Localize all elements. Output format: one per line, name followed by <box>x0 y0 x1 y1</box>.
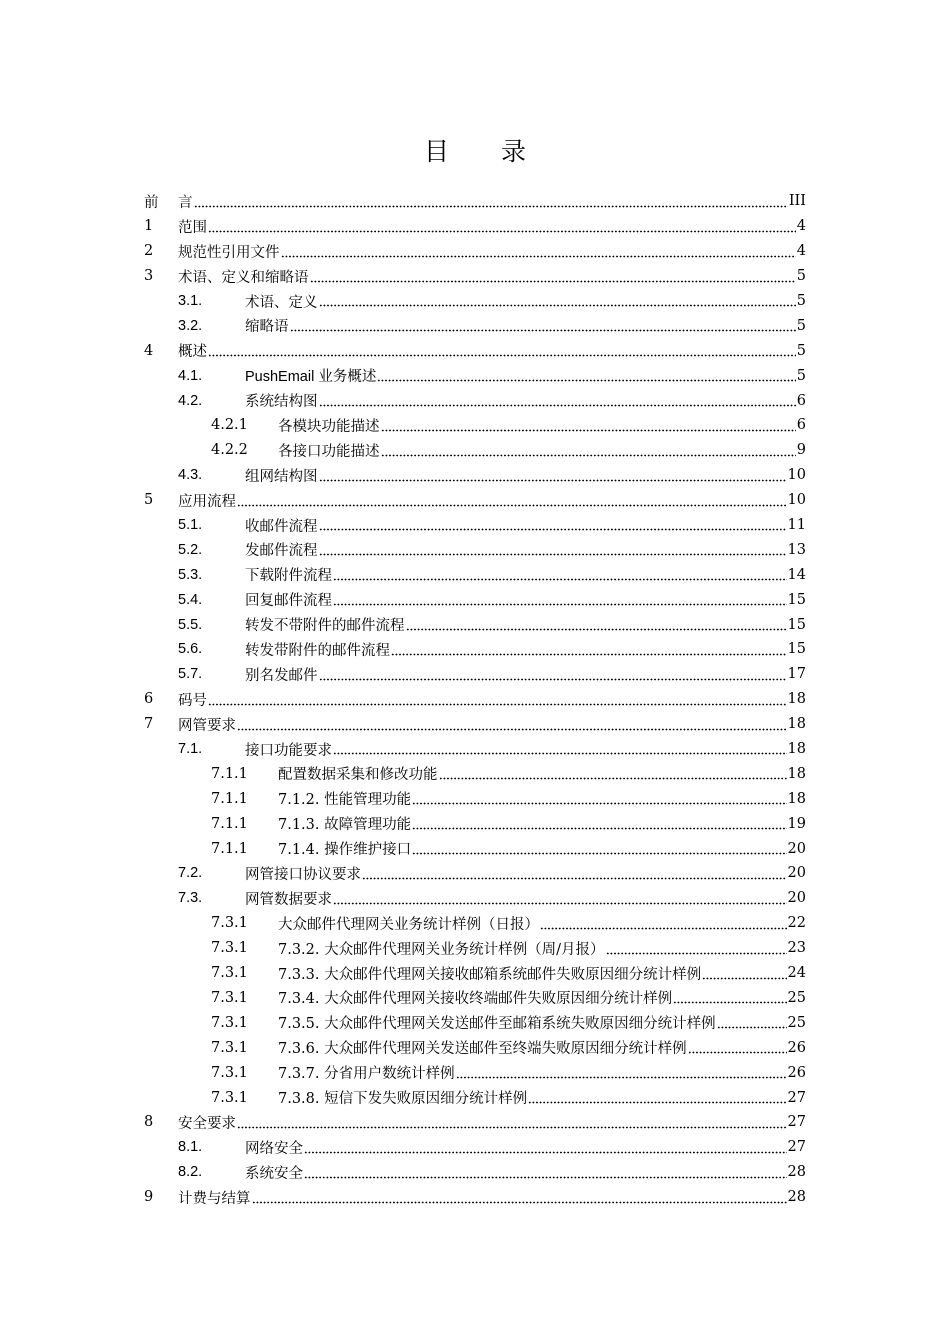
dot-leader <box>310 273 796 283</box>
toc-entry[interactable] <box>144 836 806 861</box>
dot-leader <box>717 1019 787 1029</box>
toc-entry-number: 4.2.1 <box>211 417 248 434</box>
toc-entry-title: 7.3.4. 大众邮件代理网关接收终端邮件失败原因细分统计样例 <box>278 991 673 1008</box>
toc-entry-number: 4.3. <box>178 467 203 484</box>
toc-entry-title: 7.3.6. 大众邮件代理网关发送邮件至终端失败原因细分统计样例 <box>278 1041 687 1058</box>
dot-leader <box>290 322 796 332</box>
toc-entry[interactable] <box>144 712 806 737</box>
toc-entry[interactable] <box>144 786 806 811</box>
toc-entry-number: 7.3.1 <box>211 915 248 932</box>
toc-entry-title: 系统安全 <box>245 1165 303 1182</box>
toc-entry-page: 27 <box>787 1139 806 1156</box>
toc-entry-title: 接口功能要求 <box>245 742 332 759</box>
toc-entry-page: 15 <box>787 641 806 658</box>
toc-entry-page: III <box>788 193 806 210</box>
dot-leader <box>208 696 787 706</box>
toc-entry-title: 应用流程 <box>178 493 236 510</box>
toc-entry-number: 7.1.1 <box>211 765 248 782</box>
toc-entry-title: 各接口功能描述 <box>278 443 380 460</box>
toc-entry[interactable] <box>144 1085 806 1110</box>
dot-leader <box>281 248 796 258</box>
toc-entry-title: 7.3.7. 分省用户数统计样例 <box>278 1066 455 1083</box>
toc-entry-number: 3.1. <box>178 293 203 309</box>
dot-leader <box>606 945 787 955</box>
toc-entry-title: 7.1.2. 性能管理功能 <box>278 792 412 809</box>
dot-leader <box>208 223 796 233</box>
toc-entry-title: 大众邮件代理网关业务统计样例（日报） <box>278 916 539 933</box>
dot-leader <box>412 820 786 830</box>
toc-entry-page: 15 <box>787 616 806 633</box>
toc-entry[interactable] <box>144 662 806 687</box>
toc-entry-title: 网管接口协议要求 <box>245 866 361 883</box>
dot-leader <box>252 1194 787 1204</box>
toc-entry-page: 6 <box>796 417 806 434</box>
toc-entry-number: 7.1.1 <box>211 815 248 832</box>
dot-leader <box>304 1169 787 1179</box>
toc-entry[interactable] <box>144 986 806 1011</box>
toc-entry-page: 18 <box>787 741 806 758</box>
toc-entry[interactable] <box>144 264 806 289</box>
toc-entry-page: 13 <box>787 541 806 558</box>
toc-entry-title: 范围 <box>178 219 207 236</box>
toc-entry-number: 5 <box>144 492 154 509</box>
toc-entry[interactable] <box>144 687 806 712</box>
toc-entry-number: 4 <box>144 342 154 359</box>
toc-entry-number: 8 <box>144 1114 154 1131</box>
dot-leader <box>540 920 787 930</box>
toc-entry-page: 27 <box>787 1114 806 1131</box>
dot-leader <box>673 994 786 1004</box>
toc-entry[interactable] <box>144 338 806 363</box>
toc-entry-page: 10 <box>787 492 806 509</box>
toc-entry-page: 5 <box>796 293 806 309</box>
toc-entry[interactable] <box>144 363 806 388</box>
toc-entry-number: 7.3.1 <box>211 940 248 957</box>
toc-entry[interactable] <box>144 488 806 513</box>
toc-entry-page: 4 <box>796 218 806 235</box>
toc-entry-page: 20 <box>787 840 806 857</box>
toc-entry-title: 系统结构图 <box>245 394 318 411</box>
toc-entry-page: 5 <box>796 317 806 334</box>
toc-entry-title: 组网结构图 <box>245 468 318 485</box>
toc-entry-title: 各模块功能描述 <box>278 418 380 435</box>
title-char: 录 <box>501 137 527 166</box>
toc-entry-page: 27 <box>787 1089 806 1106</box>
dot-leader <box>319 397 796 407</box>
dot-leader <box>439 770 787 780</box>
table-of-contents <box>144 189 806 1210</box>
dot-leader <box>319 297 796 307</box>
toc-entry-page: 19 <box>787 815 806 832</box>
toc-entry-title: 7.1.3. 故障管理功能 <box>278 817 412 834</box>
toc-entry[interactable] <box>144 1110 806 1135</box>
toc-entry-page: 11 <box>787 517 806 534</box>
toc-entry[interactable] <box>144 214 806 239</box>
toc-entry-number: 7.3.1 <box>211 1039 248 1056</box>
toc-entry-title: 下载附件流程 <box>245 568 332 585</box>
toc-entry-title: PushEmail 业务概述 <box>245 369 377 386</box>
toc-entry[interactable] <box>144 289 806 314</box>
toc-entry-title: 码号 <box>178 692 207 709</box>
toc-entry-title: 网络安全 <box>245 1140 303 1157</box>
toc-entry-number: 5.3. <box>178 566 203 583</box>
toc-entry[interactable] <box>144 513 806 538</box>
toc-entry-title: 回复邮件流程 <box>245 593 332 610</box>
toc-entry[interactable] <box>144 1135 806 1160</box>
toc-entry-page: 18 <box>787 765 806 782</box>
dot-leader <box>333 571 787 581</box>
toc-entry-number: 5.4. <box>178 591 203 608</box>
toc-entry-title: 规范性引用文件 <box>178 244 280 261</box>
toc-entry-page: 6 <box>796 392 806 409</box>
dot-leader <box>237 1119 787 1129</box>
toc-entry-title: 言 <box>178 194 193 211</box>
toc-entry-number: 4.1. <box>178 367 203 384</box>
toc-entry[interactable] <box>144 1160 806 1185</box>
page-title <box>0 132 950 168</box>
dot-leader <box>412 795 786 805</box>
toc-entry-title: 术语、定义 <box>245 294 318 311</box>
dot-leader <box>237 721 787 731</box>
toc-entry-title: 转发不带附件的邮件流程 <box>245 618 405 635</box>
toc-entry[interactable] <box>144 1010 806 1035</box>
toc-entry[interactable] <box>144 438 806 463</box>
toc-entry-number: 2 <box>144 243 154 260</box>
toc-entry-title: 7.3.3. 大众邮件代理网关接收邮箱系统邮件失败原因细分统计样例 <box>278 966 702 983</box>
toc-entry[interactable] <box>144 637 806 662</box>
toc-entry-number: 7.3.1 <box>211 1014 248 1031</box>
dot-leader <box>412 845 786 855</box>
toc-entry-page: 28 <box>787 1189 806 1206</box>
toc-entry-number: 9 <box>144 1189 154 1206</box>
toc-entry-number: 8.2. <box>178 1164 203 1181</box>
toc-entry-number: 4.2.2 <box>211 442 248 459</box>
toc-entry[interactable] <box>144 961 806 986</box>
toc-entry-page: 15 <box>787 591 806 608</box>
toc-entry[interactable] <box>144 463 806 488</box>
toc-entry-page: 17 <box>787 666 806 683</box>
toc-entry-title: 7.3.8. 短信下发失败原因细分统计样例 <box>278 1091 528 1107</box>
toc-entry[interactable] <box>144 1185 806 1210</box>
toc-entry-title: 缩略语 <box>245 319 289 336</box>
toc-entry[interactable] <box>144 1035 806 1060</box>
toc-entry-number: 8.1. <box>178 1139 203 1156</box>
dot-leader <box>528 1094 786 1104</box>
dot-leader <box>381 422 796 432</box>
toc-entry-page: 18 <box>787 716 806 733</box>
dot-leader <box>391 646 787 656</box>
toc-entry-number: 5.5. <box>178 616 203 633</box>
toc-entry-title: 网管数据要求 <box>245 891 332 908</box>
toc-entry-page: 14 <box>787 566 806 583</box>
title-char: 目 <box>423 137 449 166</box>
dot-leader <box>362 870 787 880</box>
toc-entry[interactable] <box>144 537 806 562</box>
toc-entry[interactable] <box>144 189 806 214</box>
toc-entry-page: 5 <box>796 342 806 359</box>
toc-entry[interactable] <box>144 861 806 886</box>
toc-entry-number: 3.2. <box>178 317 203 334</box>
toc-entry[interactable] <box>144 587 806 612</box>
toc-entry-page: 25 <box>787 989 806 1006</box>
toc-entry-page: 20 <box>787 890 806 907</box>
toc-entry-number: 1 <box>144 218 154 235</box>
dot-leader <box>194 198 788 208</box>
toc-entry-page: 4 <box>796 243 806 260</box>
toc-entry[interactable] <box>144 612 806 637</box>
toc-entry[interactable] <box>144 388 806 413</box>
toc-entry[interactable] <box>144 413 806 438</box>
dot-leader <box>304 1144 787 1154</box>
toc-entry-title: 7.1.4. 操作维护接口 <box>278 842 412 859</box>
toc-entry-title: 安全要求 <box>178 1115 236 1132</box>
dot-leader <box>208 347 796 357</box>
toc-entry-title: 发邮件流程 <box>245 543 318 560</box>
toc-entry-title: 收邮件流程 <box>245 518 318 535</box>
toc-entry-number: 7.3.1 <box>211 965 248 982</box>
toc-entry-number: 4.2. <box>178 392 203 409</box>
toc-entry[interactable] <box>144 936 806 961</box>
toc-entry-number: 7.3.1 <box>211 1064 248 1081</box>
toc-entry[interactable] <box>144 239 806 264</box>
toc-entry-number: 5.2. <box>178 541 203 558</box>
toc-entry-number: 7.3. <box>178 890 203 907</box>
toc-entry-number: 5.7. <box>178 666 203 683</box>
toc-entry-number: 7.1.1 <box>211 840 248 857</box>
toc-entry-title: 7.3.2. 大众邮件代理网关业务统计样例（周/月报） <box>278 941 605 958</box>
toc-entry-page: 10 <box>787 467 806 484</box>
dot-leader <box>702 970 786 980</box>
toc-entry[interactable] <box>144 737 806 762</box>
toc-entry-title: 转发带附件的邮件流程 <box>245 642 390 659</box>
dot-leader <box>319 521 787 531</box>
dot-leader <box>333 596 787 606</box>
dot-leader <box>456 1069 787 1079</box>
toc-entry-title: 网管要求 <box>178 717 236 734</box>
toc-entry-number: 5.6. <box>178 641 203 658</box>
toc-entry-page: 18 <box>787 790 806 807</box>
dot-leader <box>377 372 795 382</box>
dot-leader <box>319 546 787 556</box>
dot-leader <box>333 745 787 755</box>
dot-leader <box>319 472 787 482</box>
toc-entry-number: 7.3.1 <box>211 989 248 1006</box>
dot-leader <box>319 671 787 681</box>
toc-entry[interactable] <box>144 761 806 786</box>
toc-entry-number: 5.1. <box>178 517 203 534</box>
toc-entry-title: 概述 <box>178 344 207 361</box>
dot-leader <box>237 497 787 507</box>
toc-entry-title: 7.3.5. 大众邮件代理网关发送邮件至邮箱系统失败原因细分统计样例 <box>278 1016 716 1033</box>
toc-entry-number: 前 <box>144 194 173 211</box>
toc-entry-page: 25 <box>787 1014 806 1031</box>
toc-entry-number: 7.1.1 <box>211 790 248 807</box>
toc-entry-page: 9 <box>796 442 806 459</box>
dot-leader <box>688 1044 787 1054</box>
dot-leader <box>381 447 796 457</box>
toc-entry-number: 7.2. <box>178 865 203 882</box>
toc-entry[interactable] <box>144 313 806 338</box>
toc-entry-page: 26 <box>787 1064 806 1081</box>
toc-entry-title: 配置数据采集和修改功能 <box>278 767 438 784</box>
dot-leader <box>406 621 787 631</box>
toc-entry-number: 7.3.1 <box>211 1089 248 1106</box>
toc-entry-page: 26 <box>787 1039 806 1056</box>
toc-entry-page: 22 <box>787 915 806 932</box>
toc-entry[interactable] <box>144 911 806 936</box>
toc-entry-page: 20 <box>787 865 806 882</box>
toc-entry-number: 6 <box>144 691 154 708</box>
toc-entry-page: 24 <box>787 965 806 982</box>
toc-entry-page: 18 <box>787 691 806 708</box>
toc-entry-page: 5 <box>796 367 806 384</box>
toc-entry-page: 23 <box>787 940 806 957</box>
toc-entry-title: 术语、定义和缩略语 <box>178 269 309 286</box>
toc-entry-title: 计费与结算 <box>178 1190 251 1207</box>
dot-leader <box>333 895 787 905</box>
toc-entry[interactable] <box>144 811 806 836</box>
toc-entry-number: 3 <box>144 268 154 285</box>
toc-entry-number: 7.1. <box>178 741 203 758</box>
toc-entry[interactable] <box>144 1060 806 1085</box>
toc-entry-title: 别名发邮件 <box>245 667 318 684</box>
toc-entry-number: 7 <box>144 716 154 733</box>
toc-entry-page: 5 <box>796 268 806 285</box>
toc-entry[interactable] <box>144 886 806 911</box>
toc-entry-page: 28 <box>787 1164 806 1181</box>
toc-entry[interactable] <box>144 562 806 587</box>
